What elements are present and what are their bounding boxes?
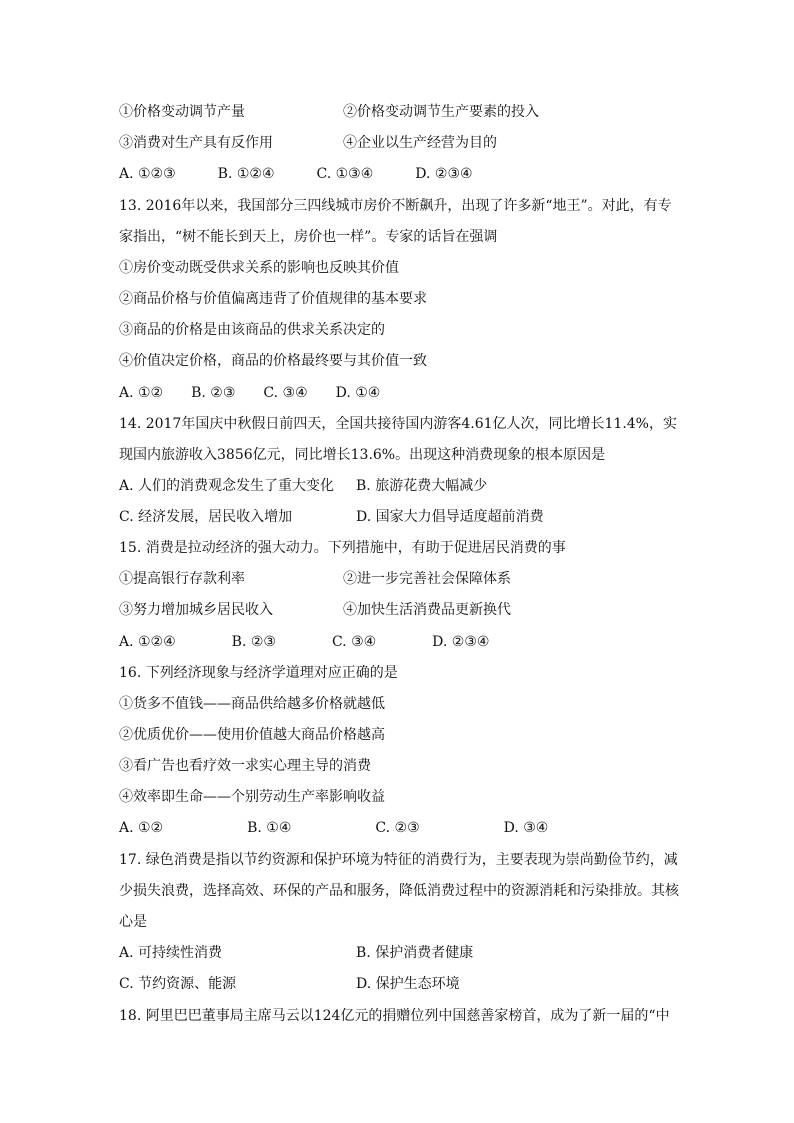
q13-option-3: ③商品的价格是由该商品的供求关系决定的 [119, 322, 385, 338]
q15-option-2: ②进一步完善社会保障体系 [343, 571, 511, 587]
q15-option-row-2 [119, 600, 511, 620]
q14-choice-a: A. 人们的消费观念发生了重大变化 [119, 478, 335, 494]
q16-choices: A. ①② B. ①④ C. ②③ D. ③④ [119, 820, 549, 836]
q13-stem-line-2: 家指出，“树不能长到天上，房价也一样”。专家的话旨在强调 [119, 229, 498, 245]
q12-option-2: ②价格变动调节生产要素的投入 [343, 104, 539, 120]
q14-choice-b: B. 旅游花费大幅减少 [356, 478, 488, 494]
q17-choice-row-1 [119, 943, 474, 963]
q12-option-3: ③消费对生产具有反作用 [119, 135, 273, 151]
q14-choice-row-2 [119, 507, 544, 527]
q12-option-row-2 [119, 133, 497, 153]
q14-choice-d: D. 国家大力倡导适度超前消费 [356, 509, 544, 525]
q12-option-1: ①价格变动调节产量 [119, 104, 245, 120]
q16-option-1: ①货多不值钱——商品供给越多价格就越低 [119, 696, 385, 712]
q15-option-3: ③努力增加城乡居民收入 [119, 602, 273, 618]
q12-option-4: ④企业以生产经营为目的 [343, 135, 497, 151]
q15-option-4: ④加快生活消费品更新换代 [343, 602, 511, 618]
q17-choice-row-2 [119, 974, 460, 994]
q13-option-2: ②商品价格与价值偏离违背了价值规律的基本要求 [119, 291, 427, 307]
q17-stem-line-2: 少损失浪费，选择高效、环保的产品和服务，降低消费过程中的资源消耗和污染排放。其核 [119, 883, 679, 899]
q14-stem-line-1: 14. 2017年国庆中秋假日前四天，全国共接待国内游客4.61亿人次，同比增长11.4%，实 [119, 416, 677, 432]
q12-choices: A. ①②③ B. ①②④ C. ①③④ D. ②③④ [119, 166, 473, 182]
q18-stem-line-1: 18. 阿里巴巴董事局主席马云以124亿元的捐赠位列中国慈善家榜首，成为了新一届的“中 [119, 1008, 670, 1024]
q13-option-4: ④价值决定价格，商品的价格最终要与其价值一致 [119, 353, 427, 369]
q15-stem: 15. 消费是拉动经济的强大动力。下列措施中，有助于促进居民消费的事 [119, 540, 566, 556]
q14-choice-row-1 [119, 476, 488, 496]
q14-stem-line-2: 现国内旅游收入3856亿元，同比增长13.6%。出现这种消费现象的根本原因是 [119, 447, 606, 463]
q16-option-2: ②优质优价——使用价值越大商品价格越高 [119, 727, 385, 743]
q17-choice-b: B. 保护消费者健康 [356, 945, 474, 961]
q16-stem: 16. 下列经济现象与经济学道理对应正确的是 [119, 665, 398, 681]
q13-option-1: ①房价变动既受供求关系的影响也反映其价值 [119, 260, 399, 276]
q17-choice-c: C. 节约资源、能源 [119, 976, 237, 992]
q13-choices: A. ①② B. ②③ C. ③④ D. ①④ [119, 385, 381, 401]
q17-choice-d: D. 保护生态环境 [356, 976, 460, 992]
q17-choice-a: A. 可持续性消费 [119, 945, 223, 961]
q15-option-row-1 [119, 569, 511, 589]
q16-option-3: ③看广告也看疗效一求实心理主导的消费 [119, 758, 371, 774]
q16-option-4: ④效率即生命——个别劳动生产率影响收益 [119, 789, 385, 805]
q14-choice-c: C. 经济发展，居民收入增加 [119, 509, 293, 525]
q12-option-row-1 [119, 102, 539, 122]
q17-stem-line-1: 17. 绿色消费是指以节约资源和保护环境为特征的消费行为，主要表现为崇尚勤俭节约，减 [119, 852, 678, 868]
q15-choices: A. ①②④ B. ②③ C. ③④ D. ②③④ [119, 634, 490, 650]
q15-option-1: ①提高银行存款利率 [119, 571, 245, 587]
q17-stem-line-3: 心是 [119, 914, 147, 930]
q13-stem-line-1: 13. 2016年以来，我国部分三四线城市房价不断飙升，出现了许多新“地王”。对此，有专 [119, 198, 672, 214]
